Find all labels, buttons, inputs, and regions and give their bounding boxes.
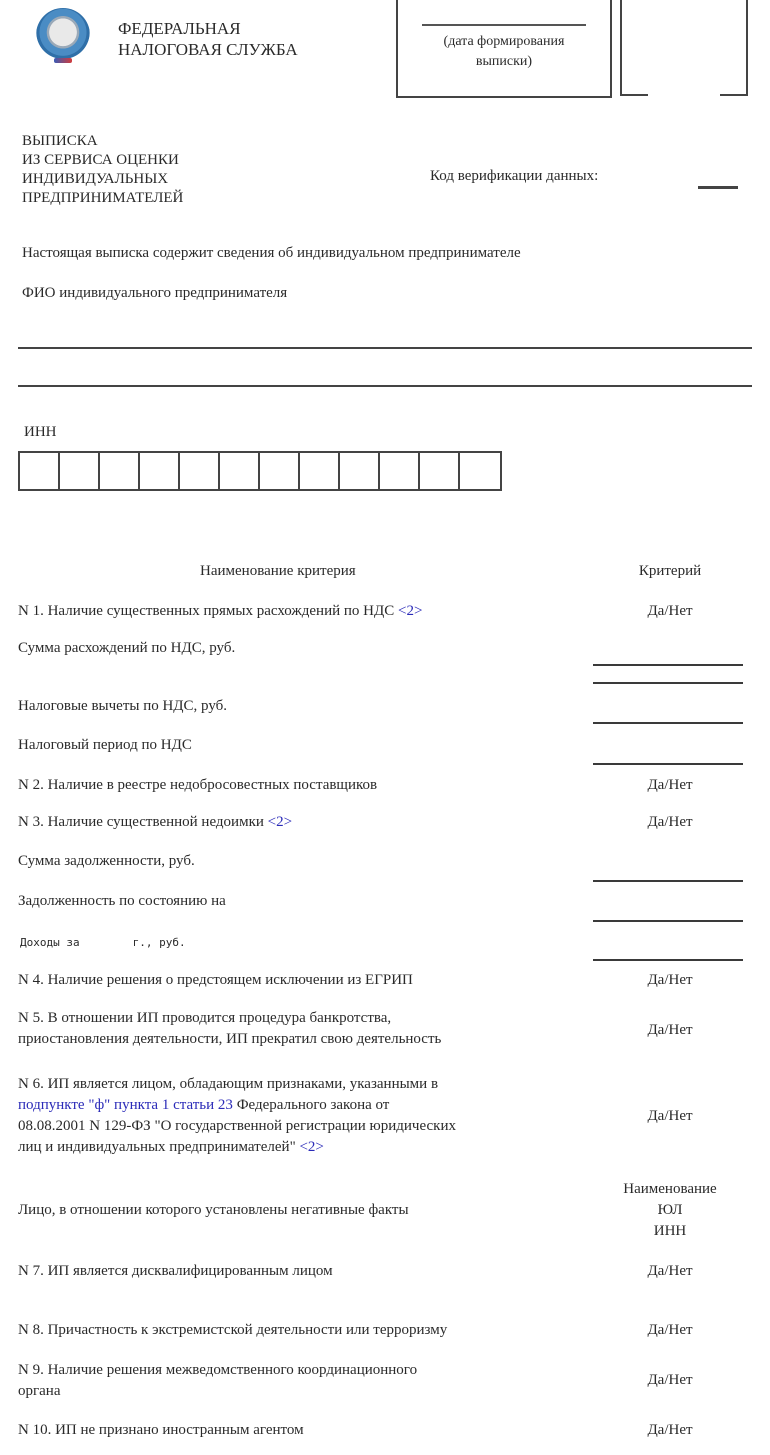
date-label-line2: выписки) [475,54,533,69]
date-label [398,32,610,72]
agency-name-line2: НАЛОГОВАЯ СЛУЖБА [118,40,298,59]
inn-digit-cell[interactable] [420,453,460,489]
stamp-box-corner-right [720,94,748,96]
footnote-ref-link[interactable]: <2> [398,603,423,619]
criterion-8: N 8. Причастность к экстремистской деятельности или терроризму [18,1322,448,1338]
criterion-9 [18,1360,417,1402]
fio-label: ФИО индивидуального предпринимателя [22,285,288,301]
title-line: ВЫПИСКА [22,133,98,149]
criterion-6-line3: 08.08.2001 N 129-ФЗ "О государственной регистрации юридических [18,1118,456,1134]
stamp-box [620,0,748,96]
document-title [22,132,183,208]
inn-digit-cell[interactable] [300,453,340,489]
stamp-box-right [746,0,748,96]
vat-discrepancy-sum-field-2[interactable] [593,682,743,684]
stamp-box-corner-left [620,94,648,96]
verification-label: Код верификации данных: [430,168,599,184]
date-field-line[interactable] [422,24,586,26]
inn-digit-cell[interactable] [220,453,260,489]
inn-digit-cell[interactable] [260,453,300,489]
value-line: ЮЛ [657,1202,683,1218]
fio-field-line-2[interactable] [18,385,752,387]
criterion-5 [18,1008,441,1050]
inn-digit-cell[interactable] [140,453,180,489]
criterion-4: N 4. Наличие решения о предстоящем исключении из ЕГРИП [18,972,413,988]
criterion-6-value: Да/Нет [647,1108,693,1124]
criterion-1 [18,601,422,622]
inn-digit-cell[interactable] [180,453,220,489]
date-box [396,0,612,98]
inn-input-grid[interactable] [18,451,502,491]
vat-deductions-label: Налоговые вычеты по НДС, руб. [18,698,228,714]
criterion-6-line4-text: лиц и индивидуальных предпринимателей" [18,1139,300,1155]
inn-digit-cell[interactable] [20,453,60,489]
agency-name [118,18,298,60]
criterion-7: N 7. ИП является дисквалифицированным лицом [18,1263,333,1279]
column-header-value: Критерий [638,563,702,579]
value-line: ИНН [653,1223,687,1239]
criterion-1-text: N 1. Наличие существенных прямых расхождений по НДС [18,603,398,619]
debt-sum-label: Сумма задолженности, руб. [18,853,195,869]
intro-text: Настоящая выписка содержит сведения об индивидуальном предпринимателе [22,245,521,261]
fns-emblem-icon [36,8,90,62]
vat-discrepancy-sum-field[interactable] [593,664,743,666]
criterion-6-line4 [18,1137,456,1158]
criterion-5-line1: N 5. В отношении ИП проводится процедура банкротства, [18,1010,392,1026]
inn-label: ИНН [24,424,57,440]
criterion-10-value: Да/Нет [647,1422,693,1438]
criterion-5-value: Да/Нет [647,1022,693,1038]
negative-facts-person-value [590,1179,750,1242]
criterion-6-line2 [18,1095,456,1116]
criterion-2: N 2. Наличие в реестре недобросовестных поставщиков [18,777,378,793]
footnote-ref-link[interactable]: <2> [267,814,293,830]
debt-sum-field[interactable] [593,880,743,882]
title-line: ИНДИВИДУАЛЬНЫХ [22,171,169,187]
criterion-9-value: Да/Нет [647,1372,693,1388]
inn-digit-cell[interactable] [340,453,380,489]
criterion-6-line2-text: Федерального закона от [232,1097,390,1113]
criterion-3 [18,812,292,833]
criterion-5-line2: приостановления деятельности, ИП прекратил свою деятельность [18,1031,442,1047]
criterion-3-text: N 3. Наличие существенной недоимки [18,814,268,830]
vat-discrepancy-sum-label: Сумма расхождений по НДС, руб. [18,640,236,656]
emblem-ribbon [54,58,72,63]
title-line: ИЗ СЕРВИСА ОЦЕНКИ [22,152,179,168]
value-line: Наименование [623,1181,717,1197]
law-reference-link[interactable]: подпункте "ф" пункта 1 статьи 23 [18,1097,233,1113]
criterion-3-value: Да/Нет [647,814,693,830]
date-label-line1: (дата формирования [443,34,565,49]
column-header-name: Наименование критерия [200,563,356,579]
criterion-10: N 10. ИП не признано иностранным агентом [18,1422,304,1438]
stamp-box-left [620,0,622,96]
criterion-1-value: Да/Нет [647,603,693,619]
criterion-9-line1: N 9. Наличие решения межведомственного координационного [18,1362,418,1378]
inn-digit-cell[interactable] [380,453,420,489]
agency-name-line1: ФЕДЕРАЛЬНАЯ [118,19,241,38]
criterion-4-value: Да/Нет [647,972,693,988]
criterion-6 [18,1074,456,1158]
vat-period-label: Налоговый период по НДС [18,737,192,753]
criterion-9-line2: органа [18,1383,61,1399]
criterion-8-value: Да/Нет [647,1322,693,1338]
inn-digit-cell[interactable] [460,453,500,489]
footnote-ref-link[interactable]: <2> [299,1139,324,1155]
negative-facts-person-label: Лицо, в отношении которого установлены негативные факты [18,1202,409,1218]
inn-digit-cell[interactable] [100,453,140,489]
income-label: Доходы за г., руб. [20,936,186,949]
income-field[interactable] [593,959,743,961]
criterion-6-line1: N 6. ИП является лицом, обладающим признаками, указанными в [18,1076,439,1092]
verification-code-field[interactable] [698,186,738,189]
criterion-7-value: Да/Нет [647,1263,693,1279]
fio-field-line-1[interactable] [18,347,752,349]
criterion-2-value: Да/Нет [647,777,693,793]
debt-date-label: Задолженность по состоянию на [18,893,226,909]
vat-period-field[interactable] [593,763,743,765]
vat-deductions-field[interactable] [593,722,743,724]
title-line: ПРЕДПРИНИМАТЕЛЕЙ [22,190,184,206]
inn-digit-cell[interactable] [60,453,100,489]
debt-date-field[interactable] [593,920,743,922]
